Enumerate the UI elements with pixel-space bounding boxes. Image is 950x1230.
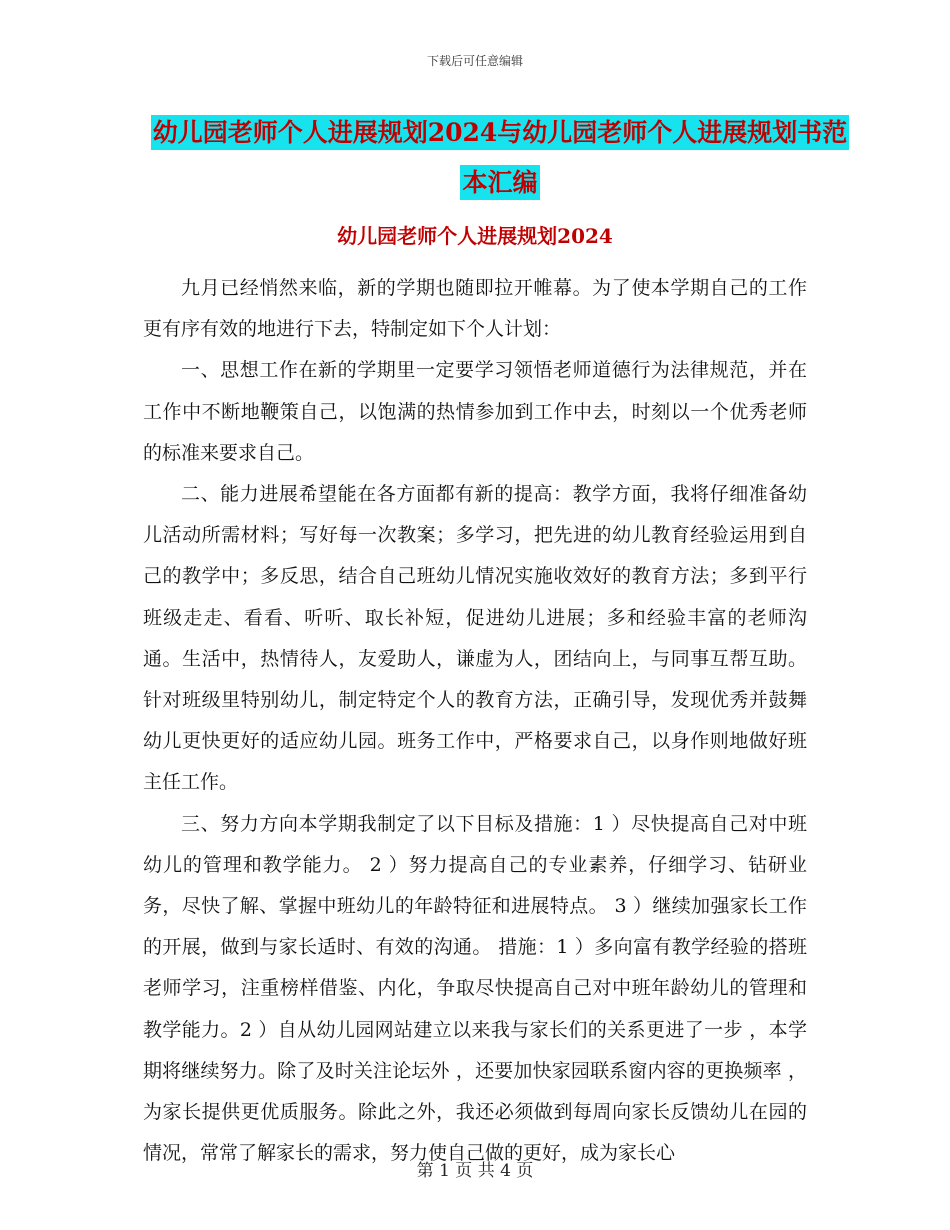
section-title: 幼儿园老师个人进展规划2024 (337, 224, 613, 248)
paragraph-ability-development: 二、能力进展希望能在各方面都有新的提高：教学方面，我将仔细准备幼儿活动所需材料；写好每一次教案；多学习，把先进的幼儿教育经验运用到自己的教学中；多反思，结合自己班幼儿情况实施收效好的教育方法；多到平行班级走走、看看、听听、取长补短，促进幼儿进展；多和经验丰富的老师沟通。生活中，热情待人，友爱助人，谦虚为人，团结向上，与同事互帮互助。针对班级里特别幼儿，制定特定个人的教育方法，正确引导，发现优秀并鼓舞幼儿更快更好的适应幼儿园。班务工作中，严格要求自己，以身作则地做好班主任工作。 (143, 483, 807, 794)
document-title (140, 108, 860, 208)
header-note: 下载后可任意编辑 (426, 54, 523, 68)
paragraph-intro: 九月已经悄然来临，新的学期也随即拉开帷幕。为了使本学期自己的工作更有序有效的地进行下去，特制定如下个人计划： (143, 277, 807, 341)
document-body (143, 268, 807, 1174)
paragraph-effort-direction: 三、努力方向本学期我制定了以下目标及措施：1 ）尽快提高自己对中班幼儿的管理和教学能力。 2 ）努力提高自己的专业素养，仔细学习、钻研业务，尽快了解、掌握中班幼儿的年龄特征和进展特点。 3 ）继续加强家长工作的开展，做到与家长适时、有效的沟通。 措施：1 ）多向富有教学经验的搭班老师学习，注重榜样借鉴、内化，争取尽快提高自己对中班年龄幼儿的管理和教学能力。2 ）自从幼儿园网站建立以来我与家长们的关系更进了一步 ，本学期将继续努力。除了及时关注论坛外 ，还要加快家园联系窗内容的更换频率 ，为家长提供更优质服务。除此之外，我还必须做到每周向家长反馈幼儿在园的情况，常常了解家长的需求，努力使自己做的更好，成为家长心 (143, 812, 807, 1165)
paragraph-thought-work: 一、思想工作在新的学期里一定要学习领悟老师道德行为法律规范，并在工作中不断地鞭策自己，以饱满的热情参加到工作中去，时刻以一个优秀老师的标准来要求自己。 (143, 359, 807, 464)
page-footer: 第 1 页 共 4 页 (416, 1161, 534, 1181)
document-title-text: 幼儿园老师个人进展规划2024与幼儿园老师个人进展规划书范本汇编 (151, 115, 850, 200)
